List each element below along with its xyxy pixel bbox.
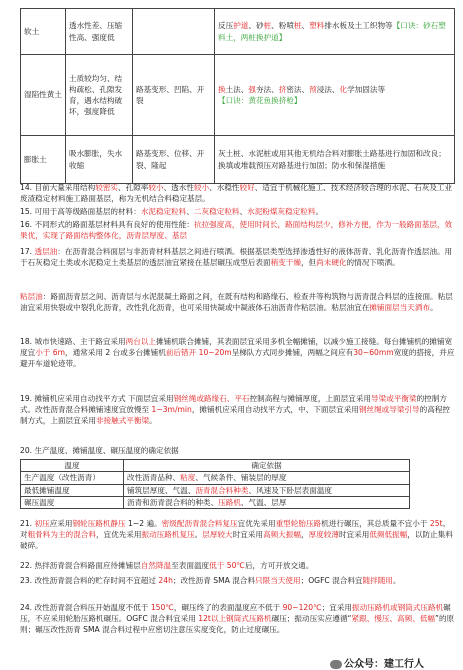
paragraph-tack-coat: 粘层油：路面沥青层之间、沥青层与水泥混凝土路面之间，在既有结构和路缘石、检查井等构筑物与沥青混合料层的连接面。粘层油宜采用快裂或中裂乳化沥青，改性乳化沥青，也可采用快凝或中凝液体石油沥青作粘层油。粘层油宜在摊铺面层当天洒布。 [20, 292, 453, 312]
table-row [21, 472, 410, 484]
table-cell: 沥青和沥青混合料的种类、压路机、气温、层厚 [124, 496, 410, 508]
soil-treatment-table [20, 8, 455, 184]
soil-measure-cell: 反压护道、砂桩、粉喷桩、塑料排水板及土工织物等【口诀：砂石塑料土，两桩换护道】 [215, 9, 455, 55]
wechat-signature: 公众号：建工行人 [330, 655, 424, 670]
table-cell: 碾压温度 [21, 496, 124, 508]
paragraph-24: 24. 改性沥青混合料压开始温度不低于 150℃，碾压终了的表面温度应不低于 90~120℃；宜采用振动压路机或钢筒式压路机碾压，不应采用轮胎压路机碾压。OGFC 混合料宜采用 12t以上钢筒式压路机碾压；振动压实应遵循“紧跟、慢压、高频、低幅”的原则；碾压改性沥青 SMA 混合料过程中应密切注意压实度变化，防止过度碾压。 [20, 603, 455, 634]
paragraph-19: 19. 摊铺机应采用自动找平方式 下面层宜采用钢丝绳或路缘石、平石控制高程与摊铺厚度，上面层宜采用导梁或平衡梁的控制方式。改性沥青混合料摊铺速度宜放慢至 1~3m/min，摊铺机应采用自动找平方式，中、下面层宜采用钢丝绳或导梁引导的高程控制方式，上面层宜采用非接触式平衡梁。 [20, 394, 451, 425]
paragraph-15: 15. 可用于高等级路面基层的材料：水泥稳定粒料、二灰稳定粒料、水泥粉煤灰稳定粒料。 [20, 207, 324, 216]
table-row [21, 55, 455, 136]
soil-feature-cell: 透水性差、压缩性高、强度低 [66, 9, 133, 55]
soil-name-cell: 软土 [21, 9, 66, 55]
wechat-icon [330, 660, 342, 669]
paragraph-16: 16. 不同形式的路面基层材料具有良好的使用性能：抗拉强度高，使用时间长，路面结构层少，修补方便，作为一般路面基层，效果优，实现了路面结构整体化，沥青层厚度、基层 [20, 220, 453, 240]
table-row [21, 484, 410, 496]
table-row [21, 9, 455, 55]
table-header-cell: 温度 [21, 460, 124, 472]
paragraph-14: 14. 目前大量采用结构较密实、孔隙率较小、透水性较小、水稳性较好、适宜于机械化施工、技术经济较合理的水泥、石灰及工业废渣稳定材料施工路面基层，称为无机结合料稳定基层。 [20, 183, 453, 203]
soil-damage-cell: 路基变形、位移、开裂、隆起 [133, 136, 215, 184]
table-cell: 生产温度（改性沥青） [21, 472, 124, 484]
table-row [21, 136, 455, 184]
table-cell: 改性沥青品种、粘度、气候条件、铺装层的厚度 [124, 472, 410, 484]
temperature-basis-table [20, 459, 410, 509]
soil-feature-cell: 土质较均匀、结构疏松、孔隙发育，遇水结构破坏，强度降低 [66, 55, 133, 136]
mnemonic-tip: 【口诀：黄花鱼换挤枪】 [218, 96, 302, 105]
soil-damage-cell [133, 9, 215, 55]
mnemonic-tip: 【口诀：砂石塑料土，两桩换护道】 [218, 21, 446, 42]
soil-feature-cell: 吸水膨胀，失水收缩 [66, 136, 133, 184]
paragraph-17: 17. 透层油：在沥青混合料面层与非沥青材料基层之间进行喷洒。根据基层类型选择渗透性好的液体沥青、乳化沥青作透层油。用于石灰稳定土类或水泥稳定土类基层的透层油宜紧接在基层碾压成型后表面稍变干燥，但尚未硬化的情况下喷洒。 [20, 247, 453, 267]
paragraph-22: 22. 热拌沥青混合料路面应待摊铺层自然降温至表面温度低于 50℃后，方可开放交通。 [20, 561, 314, 570]
soil-damage-cell: 路基变形、凹陷、开裂 [133, 55, 215, 136]
table-cell: 铺筑层厚度、气温、沥青混合料种类、风速及下卧层表面温度 [124, 484, 410, 496]
soil-name-cell: 湿陷性黄土 [21, 55, 66, 136]
paragraph-23: 23. 改性沥青混合料的贮存时间不宜超过 24h；改性沥青 SMA 混合料只限当天使用；OGFC 混合料宜随拌随用。 [20, 576, 401, 585]
soil-measure-cell: 换土法、强夯法、挤密法、预浸法、化学加固法等 【口诀：黄花鱼换挤枪】 [215, 55, 455, 136]
table-header-cell: 确定依据 [124, 460, 410, 472]
table-row [21, 496, 410, 508]
paragraph-21: 21. 初压应采用钢轮压路机静压 1~2 遍。密级配沥青混合料复压宜优先采用重型轮胎压路机进行碾压，其总质量不宜小于 25t。对粗骨料为主的混合料，宜优先采用振动压路机复压。层厚较大时宜采用高频大振幅，厚度较薄时宜采用低频低振幅，以防止集料破碎。 [20, 519, 453, 550]
soil-name-cell: 膨胀土 [21, 136, 66, 184]
soil-measure-cell: 灰土桩、水泥桩或用其他无机结合料对膨胀土路基进行加固和改良；换填或堆载预压对路基进行加固；防水和保湿措施 [215, 136, 455, 184]
table-cell: 最低摊铺温度 [21, 484, 124, 496]
paragraph-18: 18. 城市快速路、主干路宜采用两台以上摊铺机联合摊铺，其表面层宜采用多机全幅摊铺，以减少施工接缝。每台摊铺机的摊铺宽度宜小于 6m，通常采用 2 台或多台摊铺机前后错开 10~20m呈梯队方式同步摊铺，两幅之间应有30~60mm宽度的搭接，并应避开车道轮迹带。 [20, 337, 455, 368]
paragraph-20: 20. 生产温度、摊铺温度、碾压温度的确定依据 [20, 446, 179, 455]
table-header-row [21, 460, 410, 472]
